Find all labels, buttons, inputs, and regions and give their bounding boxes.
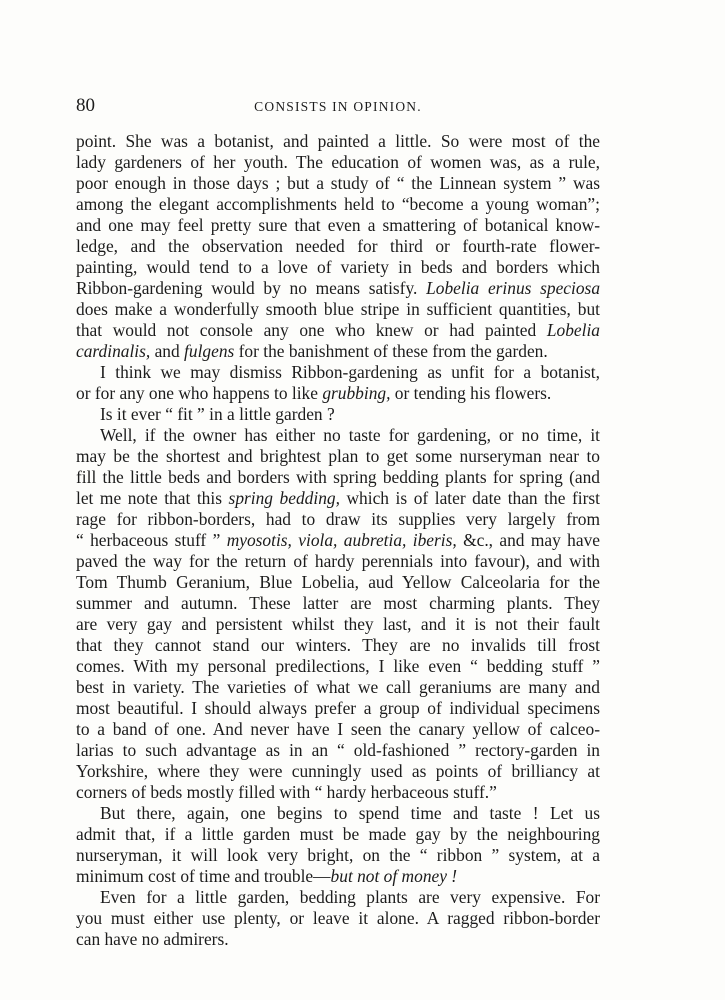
- text-line: [76, 551, 600, 572]
- text-segment: which is of later date than the first: [339, 488, 600, 508]
- text-line: [76, 488, 600, 509]
- text-segment: or tending his flowers.: [390, 383, 552, 403]
- italic-text: myosotis, viola, aubretia, iberis,: [226, 530, 457, 550]
- text-line: [76, 341, 600, 362]
- text-line: [76, 362, 600, 383]
- italic-text: grubbing,: [322, 383, 391, 403]
- text-segment: point. She was a botanist, and painted a little. So were most of the: [76, 131, 600, 151]
- text-segment: let me note that this: [76, 488, 229, 508]
- body-text: [76, 131, 600, 950]
- italic-text: but not of money !: [330, 866, 458, 886]
- text-segment: minimum cost of time and trouble—: [76, 866, 331, 886]
- text-segment: painting, would tend to a love of variety in beds and borders which: [76, 257, 600, 277]
- text-line: [76, 908, 600, 929]
- text-line: [76, 236, 600, 257]
- text-segment: to a band of one. And never have I seen the canary yellow of calceo-: [76, 719, 600, 739]
- text-segment: or for any one who happens to like: [76, 383, 323, 403]
- text-line: [76, 299, 600, 320]
- text-segment: Well, if the owner has either no taste for gardening, or no time, it: [100, 425, 600, 445]
- text-line: [76, 131, 600, 152]
- text-line: [76, 866, 600, 887]
- text-line: [76, 278, 600, 299]
- text-segment: summer and autumn. These latter are most charming plants. They: [76, 593, 600, 613]
- text-line: [76, 383, 600, 404]
- text-segment: admit that, if a little garden must be made gay by the neighbouring: [76, 824, 600, 844]
- text-line: [76, 698, 600, 719]
- text-segment: best in variety. The varieties of what we call geraniums are many and: [76, 677, 600, 697]
- text-line: [76, 446, 600, 467]
- text-segment: Is it ever “ fit ” in a little garden ?: [100, 404, 335, 424]
- text-segment: lady gardeners of her youth. The education of women was, as a rule,: [76, 152, 600, 172]
- text-line: [76, 719, 600, 740]
- text-line: [76, 509, 600, 530]
- italic-text: Lobelia: [546, 320, 600, 340]
- text-segment: Even for a little garden, bedding plants are very expensive. For: [100, 887, 600, 907]
- italic-text: cardinalis,: [76, 341, 151, 361]
- page-header: [76, 95, 600, 119]
- text-segment: Tom Thumb Geranium, Blue Lobelia, aud Yellow Calceolaria for the: [76, 572, 600, 592]
- text-segment: I think we may dismiss Ribbon-gardening as unfit for a botanist,: [100, 362, 600, 382]
- text-line: [76, 173, 600, 194]
- text-line: [76, 320, 600, 341]
- text-segment: and: [150, 341, 185, 361]
- text-line: [76, 656, 600, 677]
- text-line: [76, 425, 600, 446]
- text-segment: ledge, and the observation needed for third or fourth-rate flower-: [76, 236, 600, 256]
- text-line: [76, 572, 600, 593]
- text-line: [76, 803, 600, 824]
- text-line: [76, 677, 600, 698]
- text-line: [76, 257, 600, 278]
- text-segment: fill the little beds and borders with spring bedding plants for spring (and: [76, 467, 600, 487]
- text-line: [76, 887, 600, 908]
- text-segment: nurseryman, it will look very bright, on the “ ribbon ” system, at a: [76, 845, 600, 865]
- text-segment: paved the way for the return of hardy perennials into favour), and with: [76, 551, 600, 571]
- italic-text: spring bedding,: [228, 488, 340, 508]
- text-line: [76, 593, 600, 614]
- text-segment: among the elegant accomplishments held to “become a young woman”;: [76, 194, 600, 214]
- text-segment: can have no admirers.: [76, 929, 229, 949]
- text-segment: comes. With my personal predilections, I like even “ bedding stuff ”: [76, 656, 600, 676]
- text-line: [76, 194, 600, 215]
- italic-text: Lobelia erinus speciosa: [426, 278, 601, 298]
- text-segment: poor enough in those days ; but a study of “ the Linnean system ” was: [76, 173, 600, 193]
- text-line: [76, 782, 600, 803]
- text-line: [76, 152, 600, 173]
- text-line: [76, 404, 600, 425]
- text-segment: &c., and may have: [456, 530, 600, 550]
- text-segment: Ribbon-gardening would by no means satisfy.: [76, 278, 427, 298]
- text-line: [76, 929, 600, 950]
- text-segment: may be the shortest and brightest plan to get some nurseryman near to: [76, 446, 600, 466]
- text-line: [76, 467, 600, 488]
- text-segment: Yorkshire, where they were cunningly used as points of brilliancy at: [76, 761, 600, 781]
- text-line: [76, 215, 600, 236]
- text-line: [76, 845, 600, 866]
- text-segment: for the banishment of these from the garden.: [234, 341, 548, 361]
- text-segment: “ herbaceous stuff ”: [76, 530, 227, 550]
- page-number: 80: [76, 95, 95, 116]
- text-segment: you must either use plenty, or leave it alone. A ragged ribbon-border: [76, 908, 600, 928]
- text-segment: corners of beds mostly filled with “ hardy herbaceous stuff.”: [76, 782, 497, 802]
- running-head: CONSISTS IN OPINION.: [254, 99, 422, 114]
- italic-text: fulgens: [184, 341, 235, 361]
- text-line: [76, 614, 600, 635]
- text-segment: that they cannot stand our winters. They are no invalids till frost: [76, 635, 600, 655]
- text-segment: most beautiful. I should always prefer a group of individual specimens: [76, 698, 600, 718]
- text-segment: are very gay and persistent whilst they last, and it is not their fault: [76, 614, 600, 634]
- text-segment: larias to such advantage as in an “ old-fashioned ” rectory-garden in: [76, 740, 600, 760]
- text-segment: and one may feel pretty sure that even a smattering of botanical know-: [76, 215, 600, 235]
- text-segment: rage for ribbon-borders, had to draw its supplies very largely from: [76, 509, 600, 529]
- text-line: [76, 635, 600, 656]
- text-segment: that would not console any one who knew or had painted: [76, 320, 547, 340]
- text-segment: does make a wonderfully smooth blue stripe in sufficient quantities, but: [76, 299, 600, 319]
- text-line: [76, 761, 600, 782]
- text-line: [76, 530, 600, 551]
- text-line: [76, 824, 600, 845]
- text-segment: But there, again, one begins to spend time and taste ! Let us: [100, 803, 600, 823]
- text-line: [76, 740, 600, 761]
